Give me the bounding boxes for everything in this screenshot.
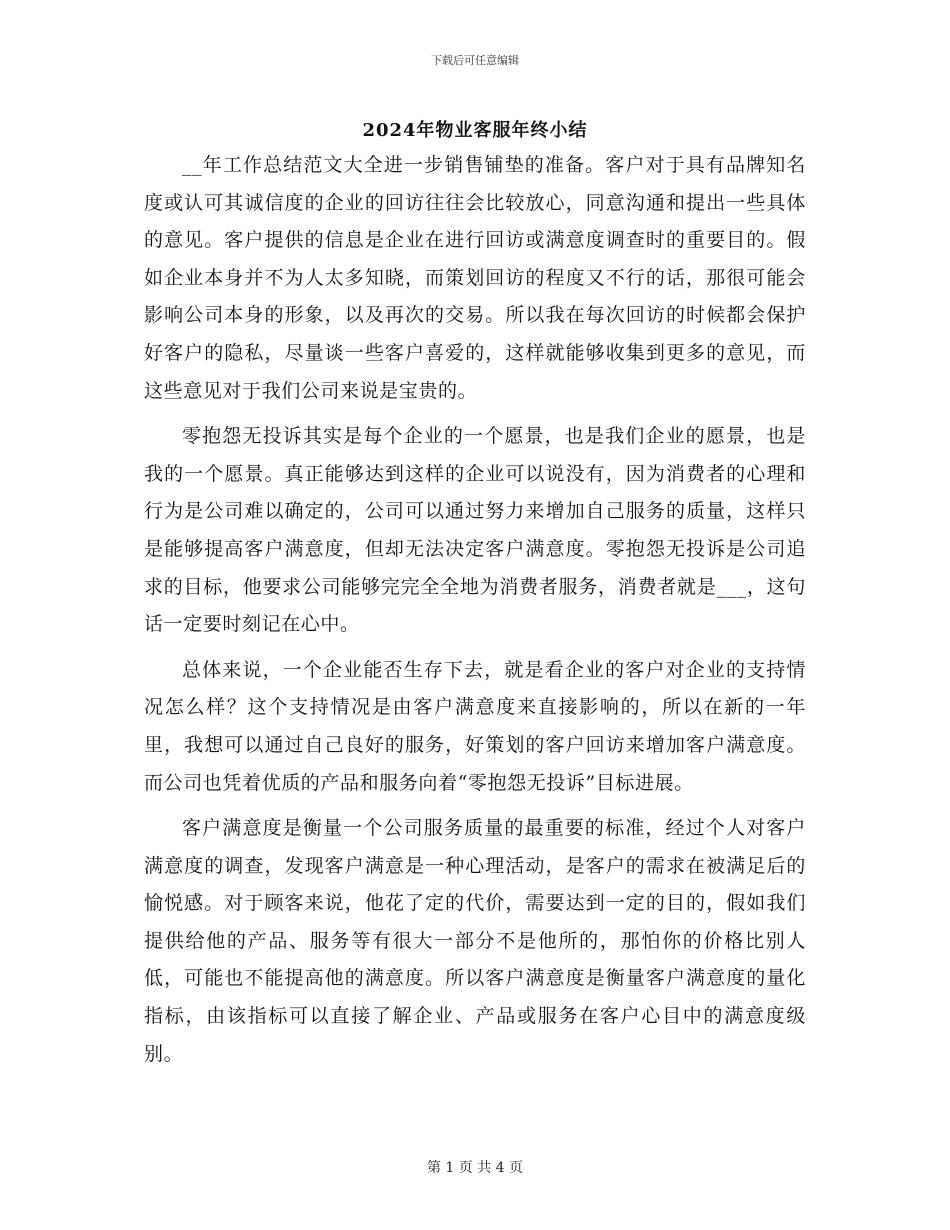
paragraph-4: 客户满意度是衡量一个公司服务质量的最重要的标准，经过个人对客户满意度的调查，发现客户满意是一种心理活动，是客户的需求在被满足后的愉悦感。对于顾客来说，他花了定的代价，需要达到一定的目的，假如我们提供给他的产品、服务等有很大一部分不是他所的，那怕你的价格比别人低，可能也不能提高他的满意度。所以客户满意度是衡量客户满意度的量化指标，由该指标可以直接了解企业、产品或服务在客户心目中的满意度级别。 <box>144 817 806 1065</box>
paragraph-3: 总体来说，一个企业能否生存下去，就是看企业的客户对企业的支持情况怎么样？这个支持情况是由客户满意度来直接影响的，所以在新的一年里，我想可以通过自己良好的服务，好策划的客户回访来增加客户满意度。而公司也凭着优质的产品和服务向着“零抱怨无投诉”目标进展。 <box>144 658 806 794</box>
paragraph-1: __年工作总结范文大全进一步销售铺垫的准备。客户对于具有品牌知名度或认可其诚信度的企业的回访往往会比较放心，同意沟通和提出一些具体的意见。客户提供的信息是企业在进行回访或满意度调查时的重要目的。假如企业本身并不为人太多知晓，而策划回访的程度又不行的话，那很可能会影响公司本身的形象，以及再次的交易。所以我在每次回访的时候都会保护好客户的隐私，尽量谈一些客户喜爱的，这样就能够收集到更多的意见，而这些意见对于我们公司来说是宝贵的。 <box>144 154 806 402</box>
document-title: 2024年物业客服年终小结 <box>362 120 588 141</box>
page-header-note: 下载后可任意编辑 <box>431 54 519 67</box>
document-body <box>144 147 806 1081</box>
page-number-footer: 第 1 页 共 4 页 <box>426 1160 524 1176</box>
paragraph-2: 零抱怨无投诉其实是每个企业的一个愿景，也是我们企业的愿景，也是我的一个愿景。真正能够达到这样的企业可以说没有，因为消费者的心理和行为是公司难以确定的，公司可以通过努力来增加自己服务的质量，这样只是能够提高客户满意度，但却无法决定客户满意度。零抱怨无投诉是公司追求的目标，他要求公司能够完完全全地为消费者服务，消费者就是___，这句话一定要时刻记在心中。 <box>144 425 806 636</box>
